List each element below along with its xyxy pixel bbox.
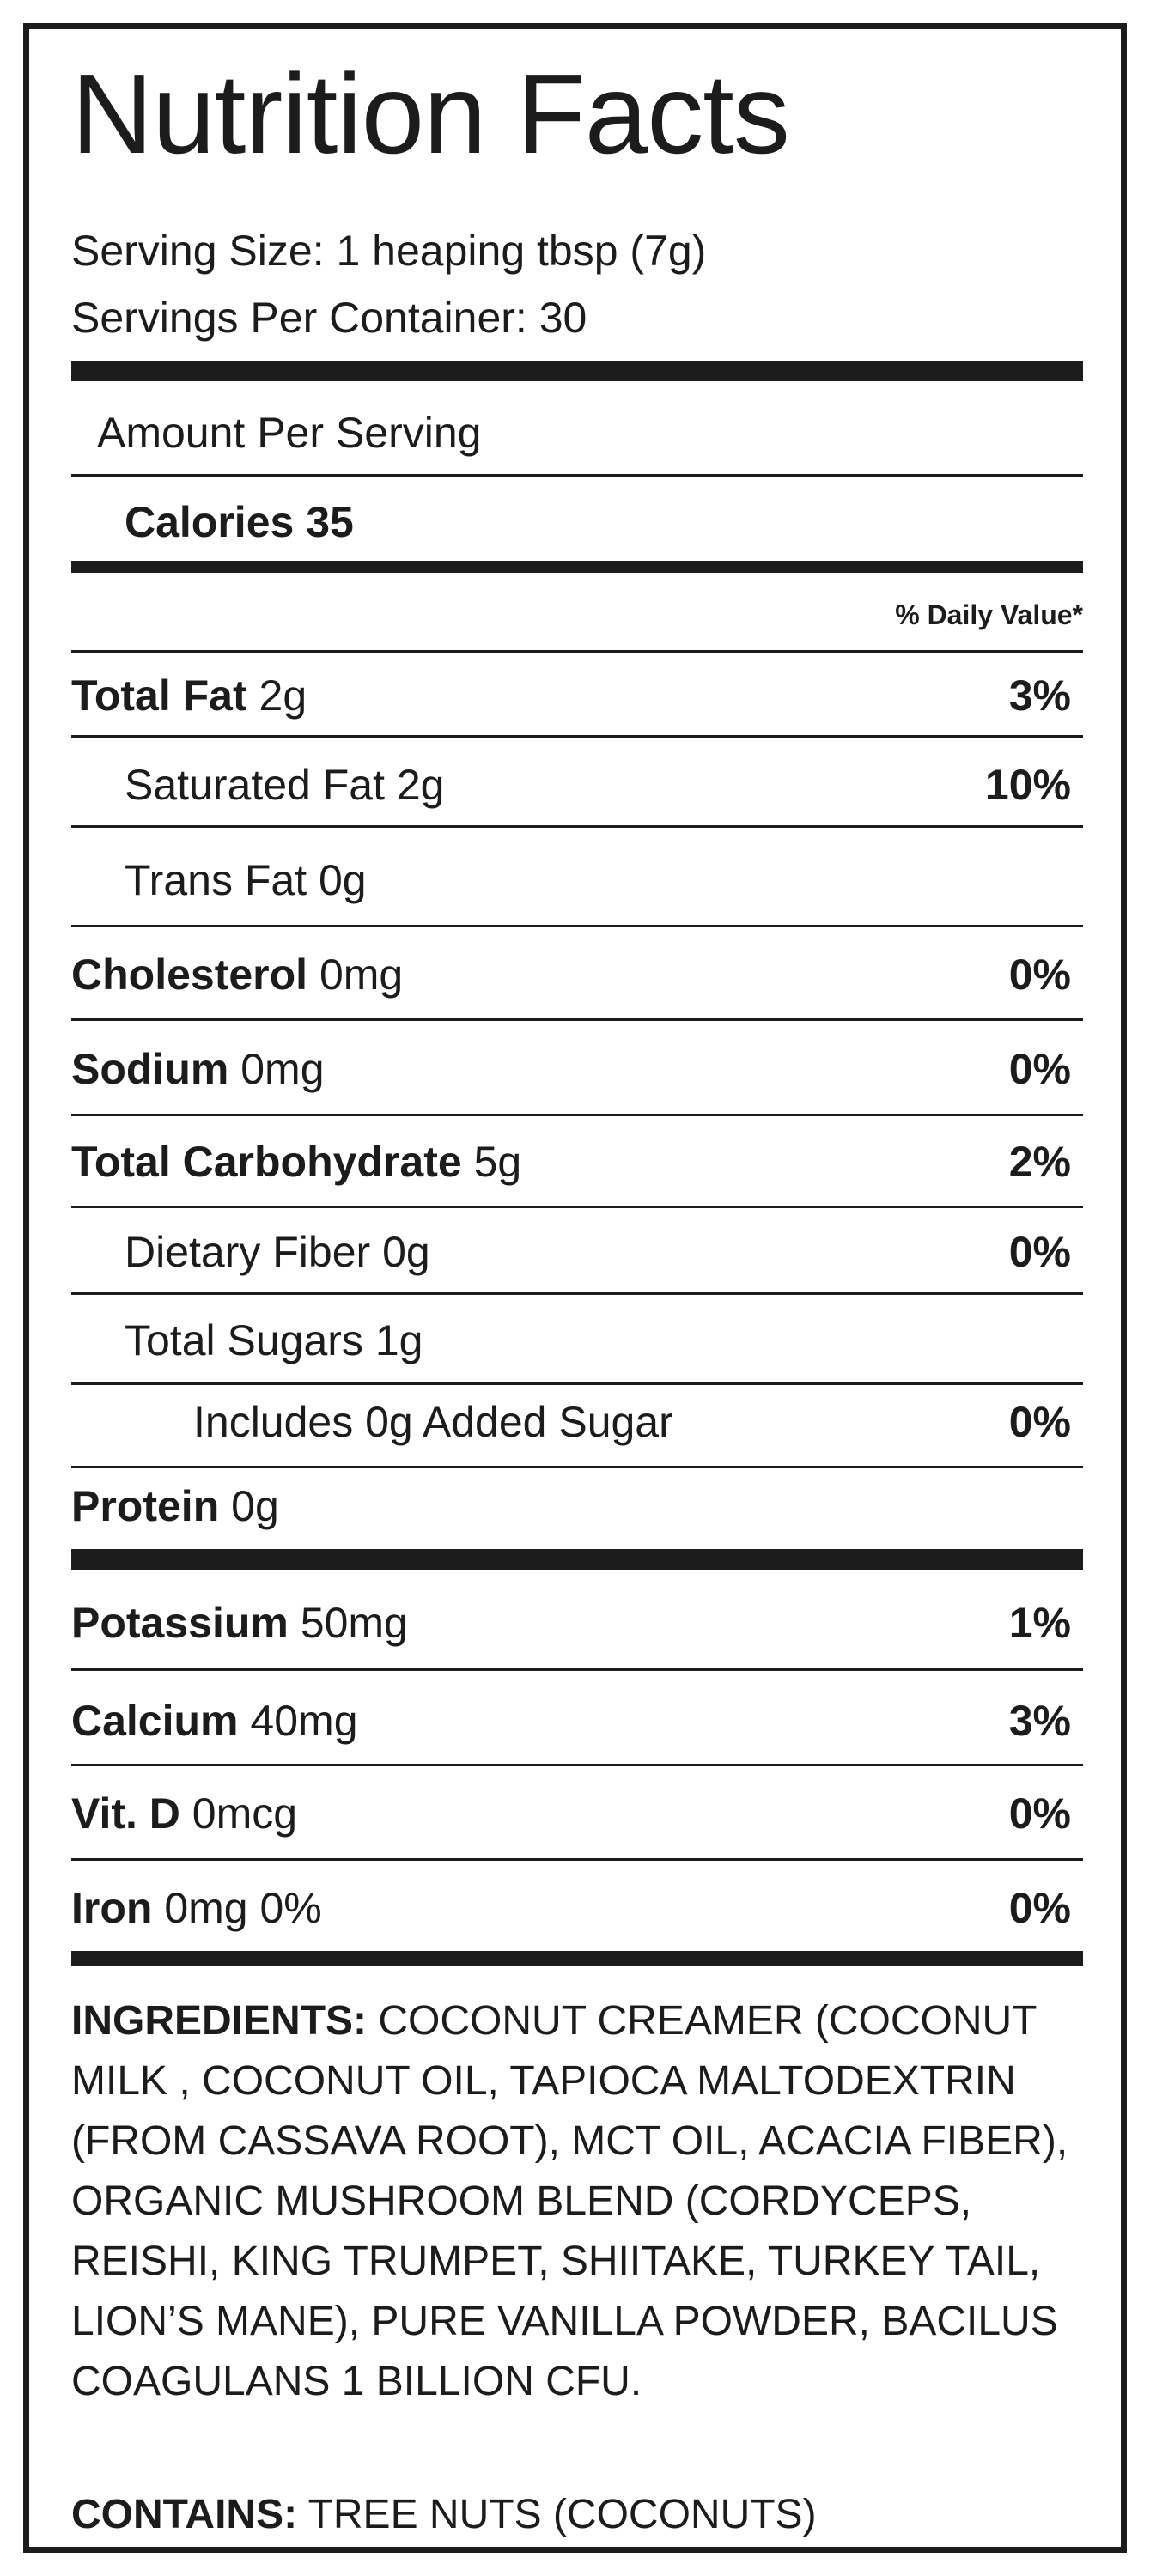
allergen-statement bbox=[71, 2485, 1102, 2545]
divider bbox=[71, 825, 1083, 828]
nutrient-name: Protein bbox=[71, 1482, 220, 1530]
nutrient-name: Total Carbohydrate bbox=[71, 1138, 462, 1186]
divider bbox=[71, 1292, 1083, 1295]
thick-divider bbox=[71, 1549, 1083, 1570]
daily-value-header: % Daily Value* bbox=[895, 599, 1083, 630]
nutrient-daily-value: 0% bbox=[1008, 1228, 1071, 1276]
amount-per-serving: Amount Per Serving bbox=[97, 409, 482, 457]
mineral-amount: 50mg bbox=[300, 1599, 408, 1647]
mineral-name: Vit. D bbox=[71, 1789, 180, 1838]
mineral-name: Iron bbox=[71, 1884, 153, 1932]
mineral-daily-value: 3% bbox=[1008, 1697, 1071, 1745]
divider bbox=[71, 1206, 1083, 1208]
divider bbox=[71, 1668, 1083, 1671]
nutrient-name: Sodium bbox=[71, 1045, 229, 1093]
ingredients bbox=[71, 1991, 1102, 2412]
nutrient-daily-value: 0% bbox=[1008, 1398, 1071, 1446]
divider bbox=[71, 1382, 1083, 1385]
divider bbox=[71, 1764, 1083, 1766]
contains-text: TREE NUTS (COCONUTS) bbox=[307, 2492, 817, 2537]
nutrient-amount: 0g bbox=[231, 1482, 279, 1530]
nutrient-daily-value: 10% bbox=[984, 761, 1071, 809]
contains-label: CONTAINS: bbox=[71, 2492, 298, 2537]
divider bbox=[71, 1858, 1083, 1861]
ingredients-text: COCONUT CREAMER (COCONUT MILK , COCONUT OIL, TAPIOCA MALTODEXTRIN (FROM CASSAVA ROOT), MCT OIL, ACACIA FIBER), ORGANIC MUSHROOM BLEND (CORDYCEPS, REISHI, KING TRUMPET, SHIITAKE, TURKEY TAIL, LION’S MANE), PURE VANILLA POWDER, BACILUS COAGULANS 1 BILLION CFU. bbox=[71, 1998, 1068, 2404]
mineral-name: Calcium bbox=[71, 1697, 239, 1745]
medium-divider bbox=[71, 561, 1083, 573]
divider bbox=[71, 735, 1083, 738]
nutrient-name: Total Sugars 1g bbox=[125, 1316, 423, 1364]
nutrient-daily-value: 2% bbox=[1008, 1138, 1071, 1186]
nutrient-name: Total Fat bbox=[71, 671, 247, 720]
divider bbox=[71, 474, 1083, 477]
nutrient-name: Saturated Fat 2g bbox=[125, 761, 445, 809]
nutrient-amount: 0mg bbox=[319, 951, 404, 999]
nutrient-daily-value: 0% bbox=[1008, 1045, 1071, 1093]
nutrient-daily-value: 3% bbox=[1008, 671, 1071, 720]
medium-divider bbox=[71, 1951, 1083, 1966]
servings-per-container: Servings Per Container: 30 bbox=[71, 294, 587, 342]
ingredients-label: INGREDIENTS: bbox=[71, 1998, 368, 2044]
mineral-amount: 0mg 0% bbox=[164, 1884, 322, 1932]
nutrient-name: Cholesterol bbox=[71, 951, 308, 999]
mineral-amount: 0mcg bbox=[192, 1789, 298, 1838]
serving-size: Serving Size: 1 heaping tbsp (7g) bbox=[71, 227, 707, 275]
mineral-daily-value: 0% bbox=[1008, 1884, 1071, 1932]
divider bbox=[71, 1114, 1083, 1116]
nutrient-name: Includes 0g Added Sugar bbox=[193, 1398, 673, 1446]
mineral-name: Potassium bbox=[71, 1599, 289, 1647]
nutrient-amount: 2g bbox=[259, 671, 307, 720]
nutrient-daily-value: 0% bbox=[1008, 951, 1071, 999]
nutrient-name: Trans Fat 0g bbox=[125, 856, 367, 904]
nutrient-amount: 5g bbox=[473, 1138, 522, 1186]
mineral-daily-value: 1% bbox=[1008, 1599, 1071, 1647]
nutrient-amount: 0mg bbox=[240, 1045, 325, 1093]
thick-divider bbox=[71, 361, 1083, 381]
label-title: Nutrition Facts bbox=[71, 51, 789, 177]
calories: Calories 35 bbox=[125, 498, 354, 546]
mineral-daily-value: 0% bbox=[1008, 1789, 1071, 1838]
divider bbox=[71, 925, 1083, 927]
mineral-amount: 40mg bbox=[250, 1697, 358, 1745]
nutrient-name: Dietary Fiber 0g bbox=[125, 1228, 430, 1276]
divider bbox=[71, 1466, 1083, 1468]
divider bbox=[71, 650, 1083, 653]
divider bbox=[71, 1018, 1083, 1021]
